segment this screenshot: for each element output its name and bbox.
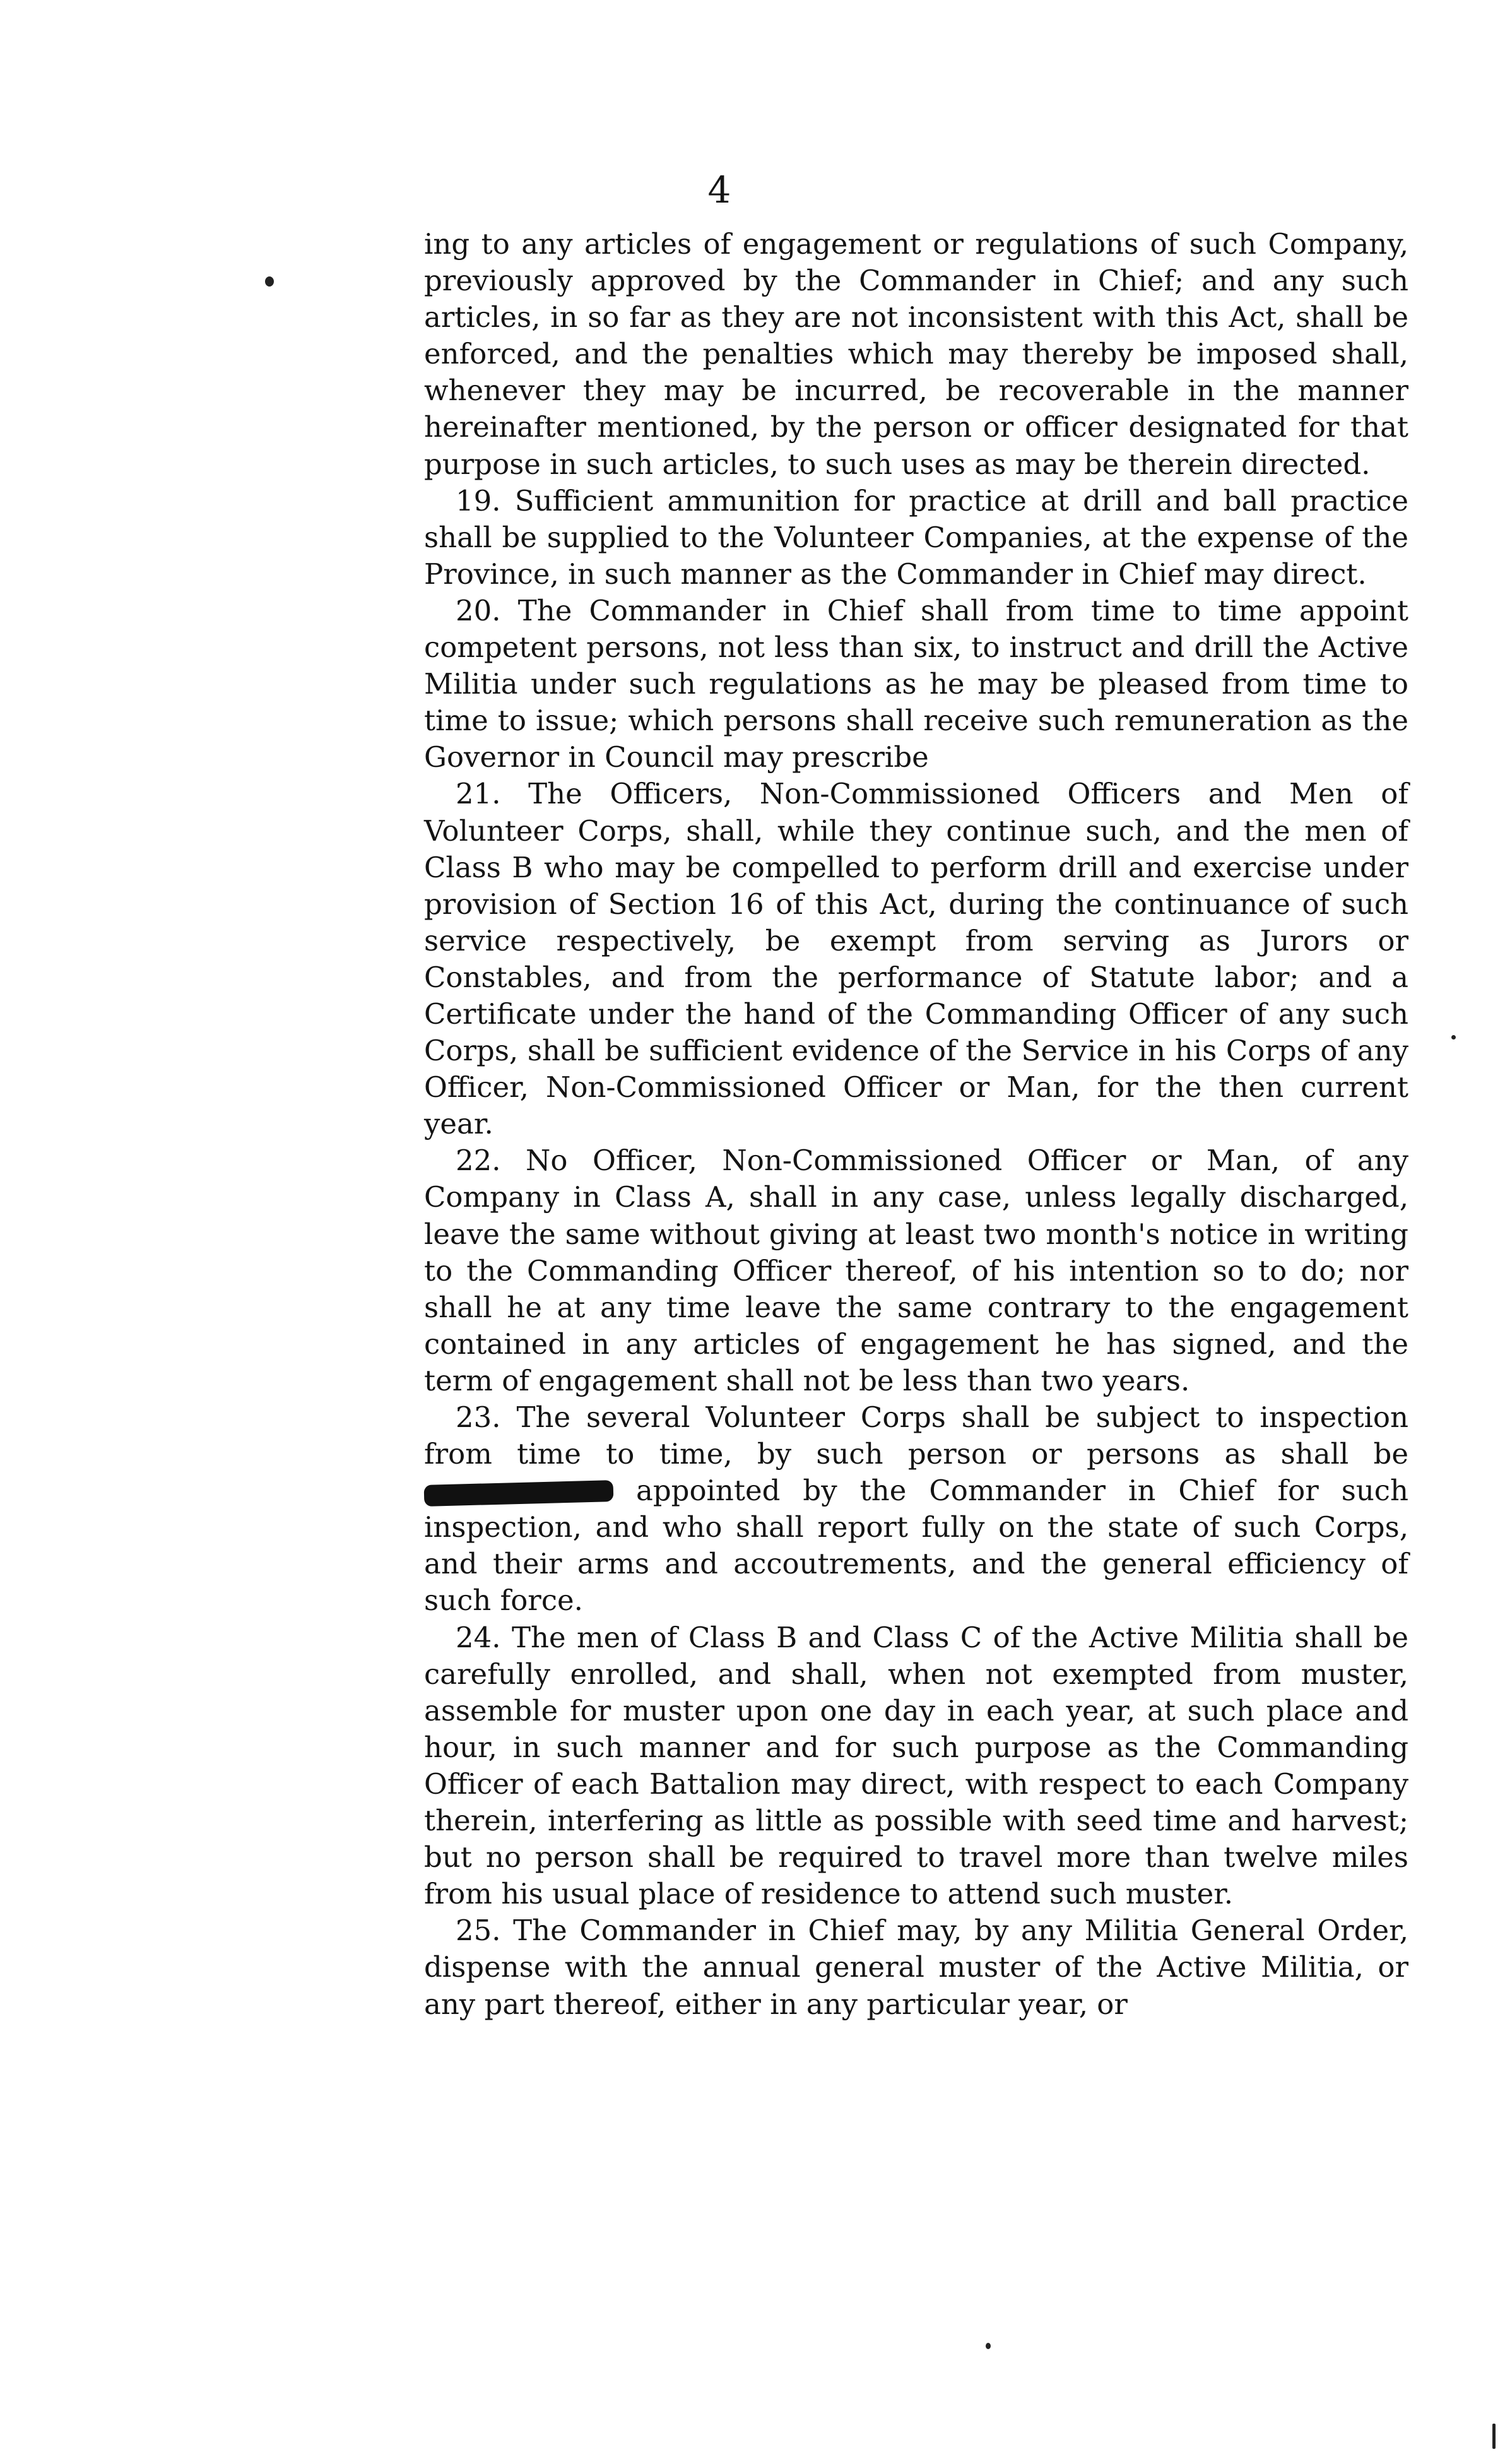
section-21: 21. The Officers, Non-Commissioned Officers and Men of Volunteer Corps, shall, while they continue such, and the men of Class B who may be compelled to perform drill and exercise under provision of Section 16 of this Act, during the continuance of such service respectively, be exempt from serving as Jurors or Constables, and from the performance of Statute labor; and a Certificate under the hand of the Commanding Officer of any such Corps, shall be sufficient evidence of the Service in his Corps of any Officer, Non-Commissioned Officer or Man, for the then current year. <box>424 777 1408 1141</box>
margin-speck <box>986 2343 991 2349</box>
section-25: 25. The Commander in Chief may, by any Militia General Order, dispense with the annual general muster of the Active Militia, or any part thereof, either in any particular year, or <box>424 1914 1408 2021</box>
section-23-text-before: 23. The several Volunteer Corps shall be subject to inspection from time to time, by such person or persons as shall be <box>424 1401 1408 1471</box>
section-23-text-after: appointed by the Commander in Chief for such inspection, and who shall report fully on the state of such Corps, and their arms and accoutrements, and the general efficiency of such force. <box>424 1474 1408 1618</box>
section-24: 24. The men of Class B and Class C of the Active Militia shall be carefully enrolled, and shall, when not exempted from muster, assemble for muster upon one day in each year, at such place and hour, in such manner and for such purpose as the Commanding Officer of each Battalion may direct, with respect to each Company therein, interfering as little as possible with seed time and harvest; but no person shall be required to travel more than twelve miles from his usual place of residence to attend such muster. <box>424 1620 1408 1911</box>
page-number: 4 <box>707 169 731 211</box>
margin-speck <box>265 276 274 287</box>
section-23 <box>424 1399 1408 1620</box>
paragraph-continuation: ing to any articles of engagement or regulations of such Company, previously approved by the Commander in Chief; and any such articles, in so far as they are not inconsistent with this Act, shall be enforced, and the penalties which may thereby be imposed shall, whenever they may be incurred, be recoverable in the manner hereinafter mentioned, by the person or officer designated for that purpose in such articles, to such uses as may be therein directed. <box>424 227 1408 481</box>
struck-out-word <box>424 1480 614 1507</box>
body-text <box>424 226 1408 2023</box>
margin-speck <box>1451 1035 1456 1040</box>
margin-speck <box>1492 2424 1496 2449</box>
section-20: 20. The Commander in Chief shall from time to time appoint competent persons, not less than six, to instruct and drill the Active Militia under such regulations as he may be pleased from time to time to issue; which persons shall receive such remuneration as the Governor in Council may prescribe <box>424 593 1408 774</box>
section-22: 22. No Officer, Non-Commissioned Officer or Man, of any Company in Class A, shall in any case, unless legally discharged, leave the same without giving at least two month's notice in writing to the Commanding Officer thereof, of his intention so to do; nor shall he at any time leave the same contrary to the engagement contained in any articles of engagement he has signed, and the term of engagement shall not be less than two years. <box>424 1144 1408 1397</box>
section-19: 19. Sufficient ammunition for practice at drill and ball practice shall be supplied to the Volunteer Companies, at the expense of the Province, in such manner as the Commander in Chief may direct. <box>424 483 1408 591</box>
